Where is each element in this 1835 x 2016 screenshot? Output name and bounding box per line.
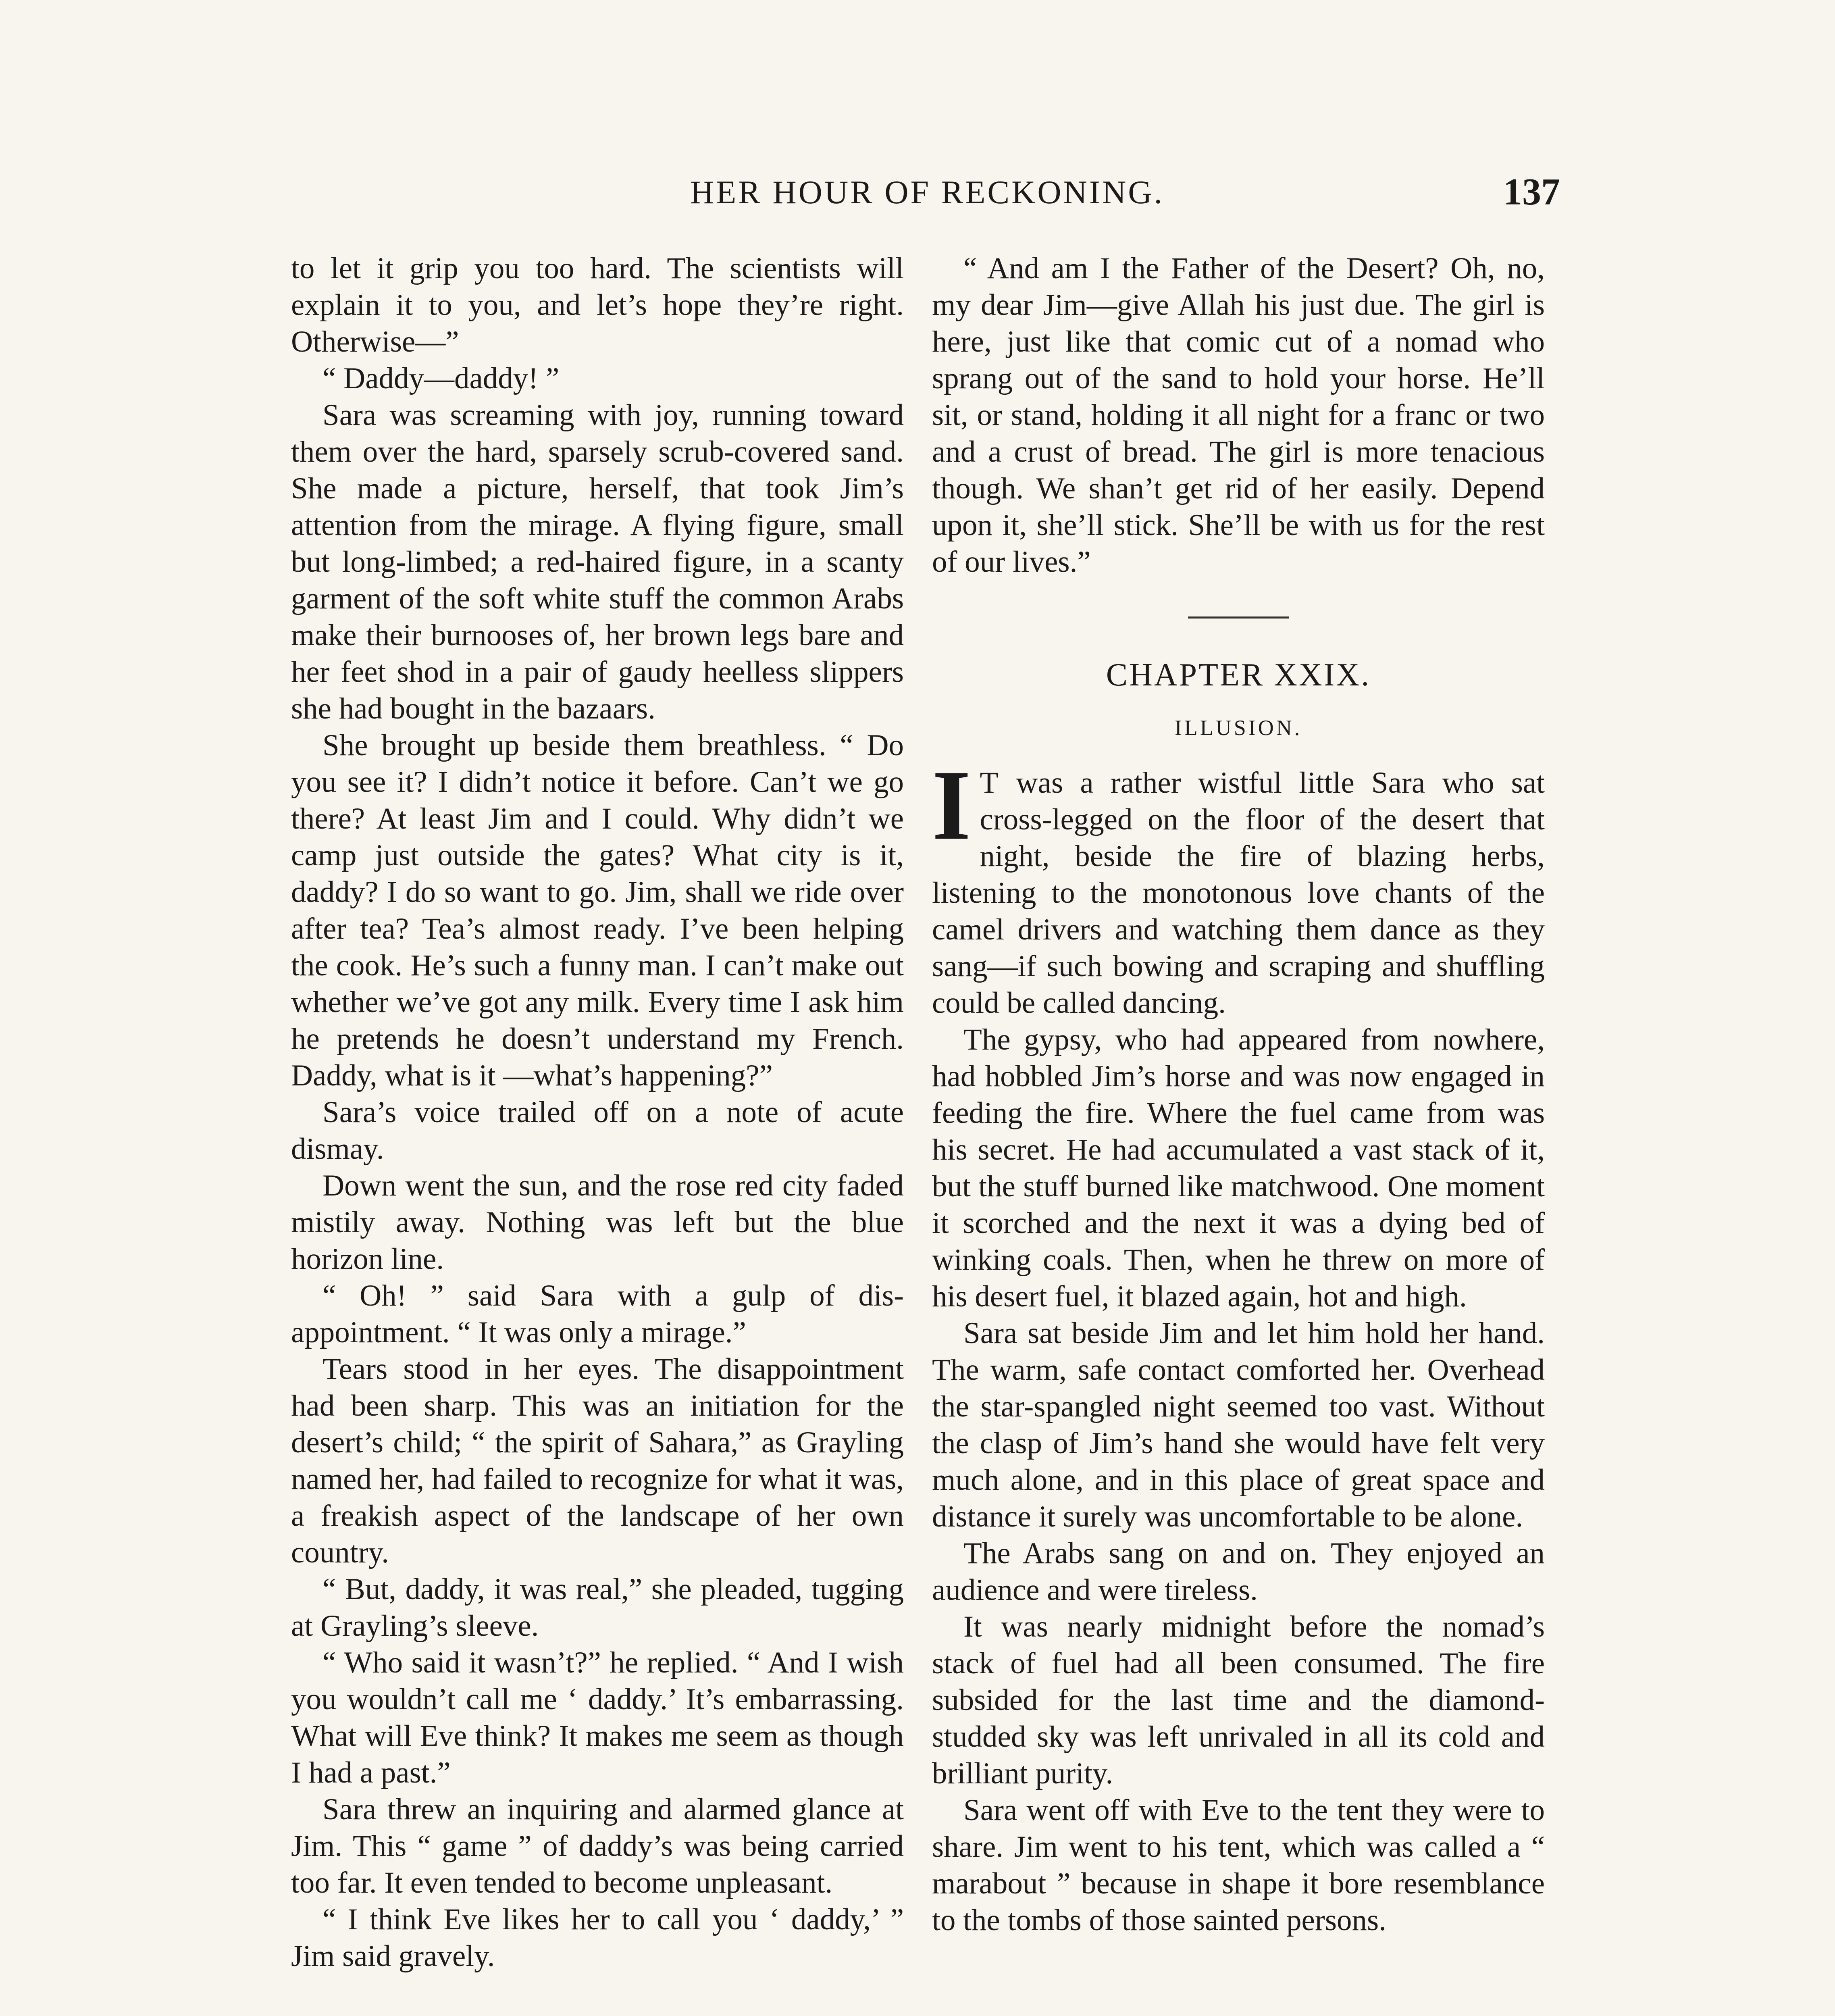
paragraph: Sara’s voice trailed off on a note of acute dismay. bbox=[291, 1095, 904, 1166]
paragraph: Down went the sun, and the rose red city faded mistily away. Nothing was left but the blue horizon line. bbox=[291, 1169, 904, 1276]
section-divider bbox=[1188, 616, 1289, 619]
paragraph: Tears stood in her eyes. The disappointment had been sharp. This was an initiation for the desert’s child; “ the spirit of Sahara,” as Grayling named her, had failed to recognize for what it was, a freakish aspect of the landscape of her own country. bbox=[291, 1352, 904, 1569]
paragraph: “ Daddy—daddy! ” bbox=[322, 362, 560, 395]
paragraph: Sara was screaming with joy, running toward them over the hard, sparsely scrub-covered sand. She made a picture, herself, that took Jim’s attention from the mirage. A flying figure, small but long-limbed; a red-haired figure, in a scanty garment of the soft white stuff the common Arabs make their burnooses of, her brown legs bare and her feet shod in a pair of gaudy heelless slippers she had bought in the bazaars. bbox=[291, 398, 904, 725]
paragraph: The gypsy, who had appeared from nowhere, had hobbled Jim’s horse and was now engaged in feeding the fire. Where the fuel came from was his secret. He had accumulated a vast stack of it, but the stuff burned like matchwood. One moment it scorched and the next it was a dying bed of winking coals. Then, when he threw on more of his desert fuel, it blazed again, hot and high. bbox=[932, 1023, 1545, 1313]
opening-text: was a rather wistful little Sara who sat cross-legged on the floor of the desert that night, beside the fire of blazing herbs, listening to the monotonous love chants of the camel drivers and watching them dance as they sang—if such bowing and scraping and shuffling could be called dancing. bbox=[932, 766, 1545, 1020]
paragraph: Sara threw an inquiring and alarmed glance at Jim. This “ game ” of daddy’s was being carried too far. It even tended to become unpleasant. bbox=[291, 1793, 904, 1899]
paragraph: Sara went off with Eve to the tent they were to share. Jim went to his tent, which was called a “ marabout ” because in shape it bore resemblance to the tombs of those sainted persons. bbox=[932, 1793, 1545, 1937]
chapter-subtitle: ILLUSION. bbox=[1174, 716, 1302, 740]
running-head: HER HOUR OF RECKONING. bbox=[690, 174, 1165, 210]
first-word-cap: T bbox=[980, 766, 999, 800]
page-header bbox=[294, 173, 1560, 226]
paragraph: “ And am I the Father of the Desert? Oh, no, my dear Jim—give Allah his just due. The girl is here, just like that comic cut of a nomad who sprang out of the sand to hold your horse. He’ll sit, or stand, holding it all night for a franc or two and a crust of bread. The girl is more tenacious though. We shan’t get rid of her easily. Depend upon it, she’ll stick. She’ll be with us for the rest of our lives.” bbox=[932, 252, 1545, 579]
paragraph: The Arabs sang on and on. They enjoyed an audience and were tireless. bbox=[932, 1537, 1545, 1607]
chapter-opening-paragraph bbox=[932, 750, 1545, 1021]
right-column bbox=[932, 250, 1545, 1939]
drop-cap: I bbox=[932, 750, 971, 860]
paragraph: It was nearly midnight before the nomad’s stack of fuel had all been consumed. The fire subsided for the last time and the diamond-studded sky was left unrivaled in all its cold and brilliant purity. bbox=[932, 1610, 1545, 1790]
page-number: 137 bbox=[1503, 171, 1560, 213]
paragraph: “ Who said it wasn’t?” he replied. “ And I wish you wouldn’t call me ‘ daddy.’ It’s embarrassing. What will Eve think? It makes me seem as though I had a past.” bbox=[291, 1646, 904, 1789]
paragraph: to let it grip you too hard. The scientists will explain it to you, and let’s hope they’re right. Otherwise—” bbox=[291, 252, 904, 358]
paragraph: “ I think Eve likes her to call you ‘ daddy,’ ” Jim said gravely. bbox=[291, 1903, 904, 1973]
paragraph: She brought up beside them breathless. “ Do you see it? I didn’t notice it before. Can’t we go there? At least Jim and I could. Why didn’t we camp just outside the gates? What city is it, daddy? I do so want to go. Jim, shall we ride over after tea? Tea’s almost ready. I’ve been helping the cook. He’s such a funny man. I can’t make out whether we’ve got any milk. Every time I ask him he pretends he doesn’t understand my French. Daddy, what is it —what’s happening?” bbox=[291, 729, 904, 1092]
paragraph: “ But, daddy, it was real,” she pleaded, tugging at Grayling’s sleeve. bbox=[291, 1572, 904, 1643]
paragraph: “ Oh! ” said Sara with a gulp of disappointment. “ It was only a mirage.” bbox=[291, 1279, 904, 1349]
paragraph: Sara sat beside Jim and let him hold her hand. The warm, safe contact comforted her. Overhead the star-spangled night seemed too vast. Without the clasp of Jim’s hand she would have felt very much alone, and in this place of great space and distance it surely was uncomfortable to be alone. bbox=[932, 1316, 1545, 1533]
left-column bbox=[291, 250, 904, 1974]
chapter-heading: CHAPTER XXIX. bbox=[1106, 657, 1371, 693]
